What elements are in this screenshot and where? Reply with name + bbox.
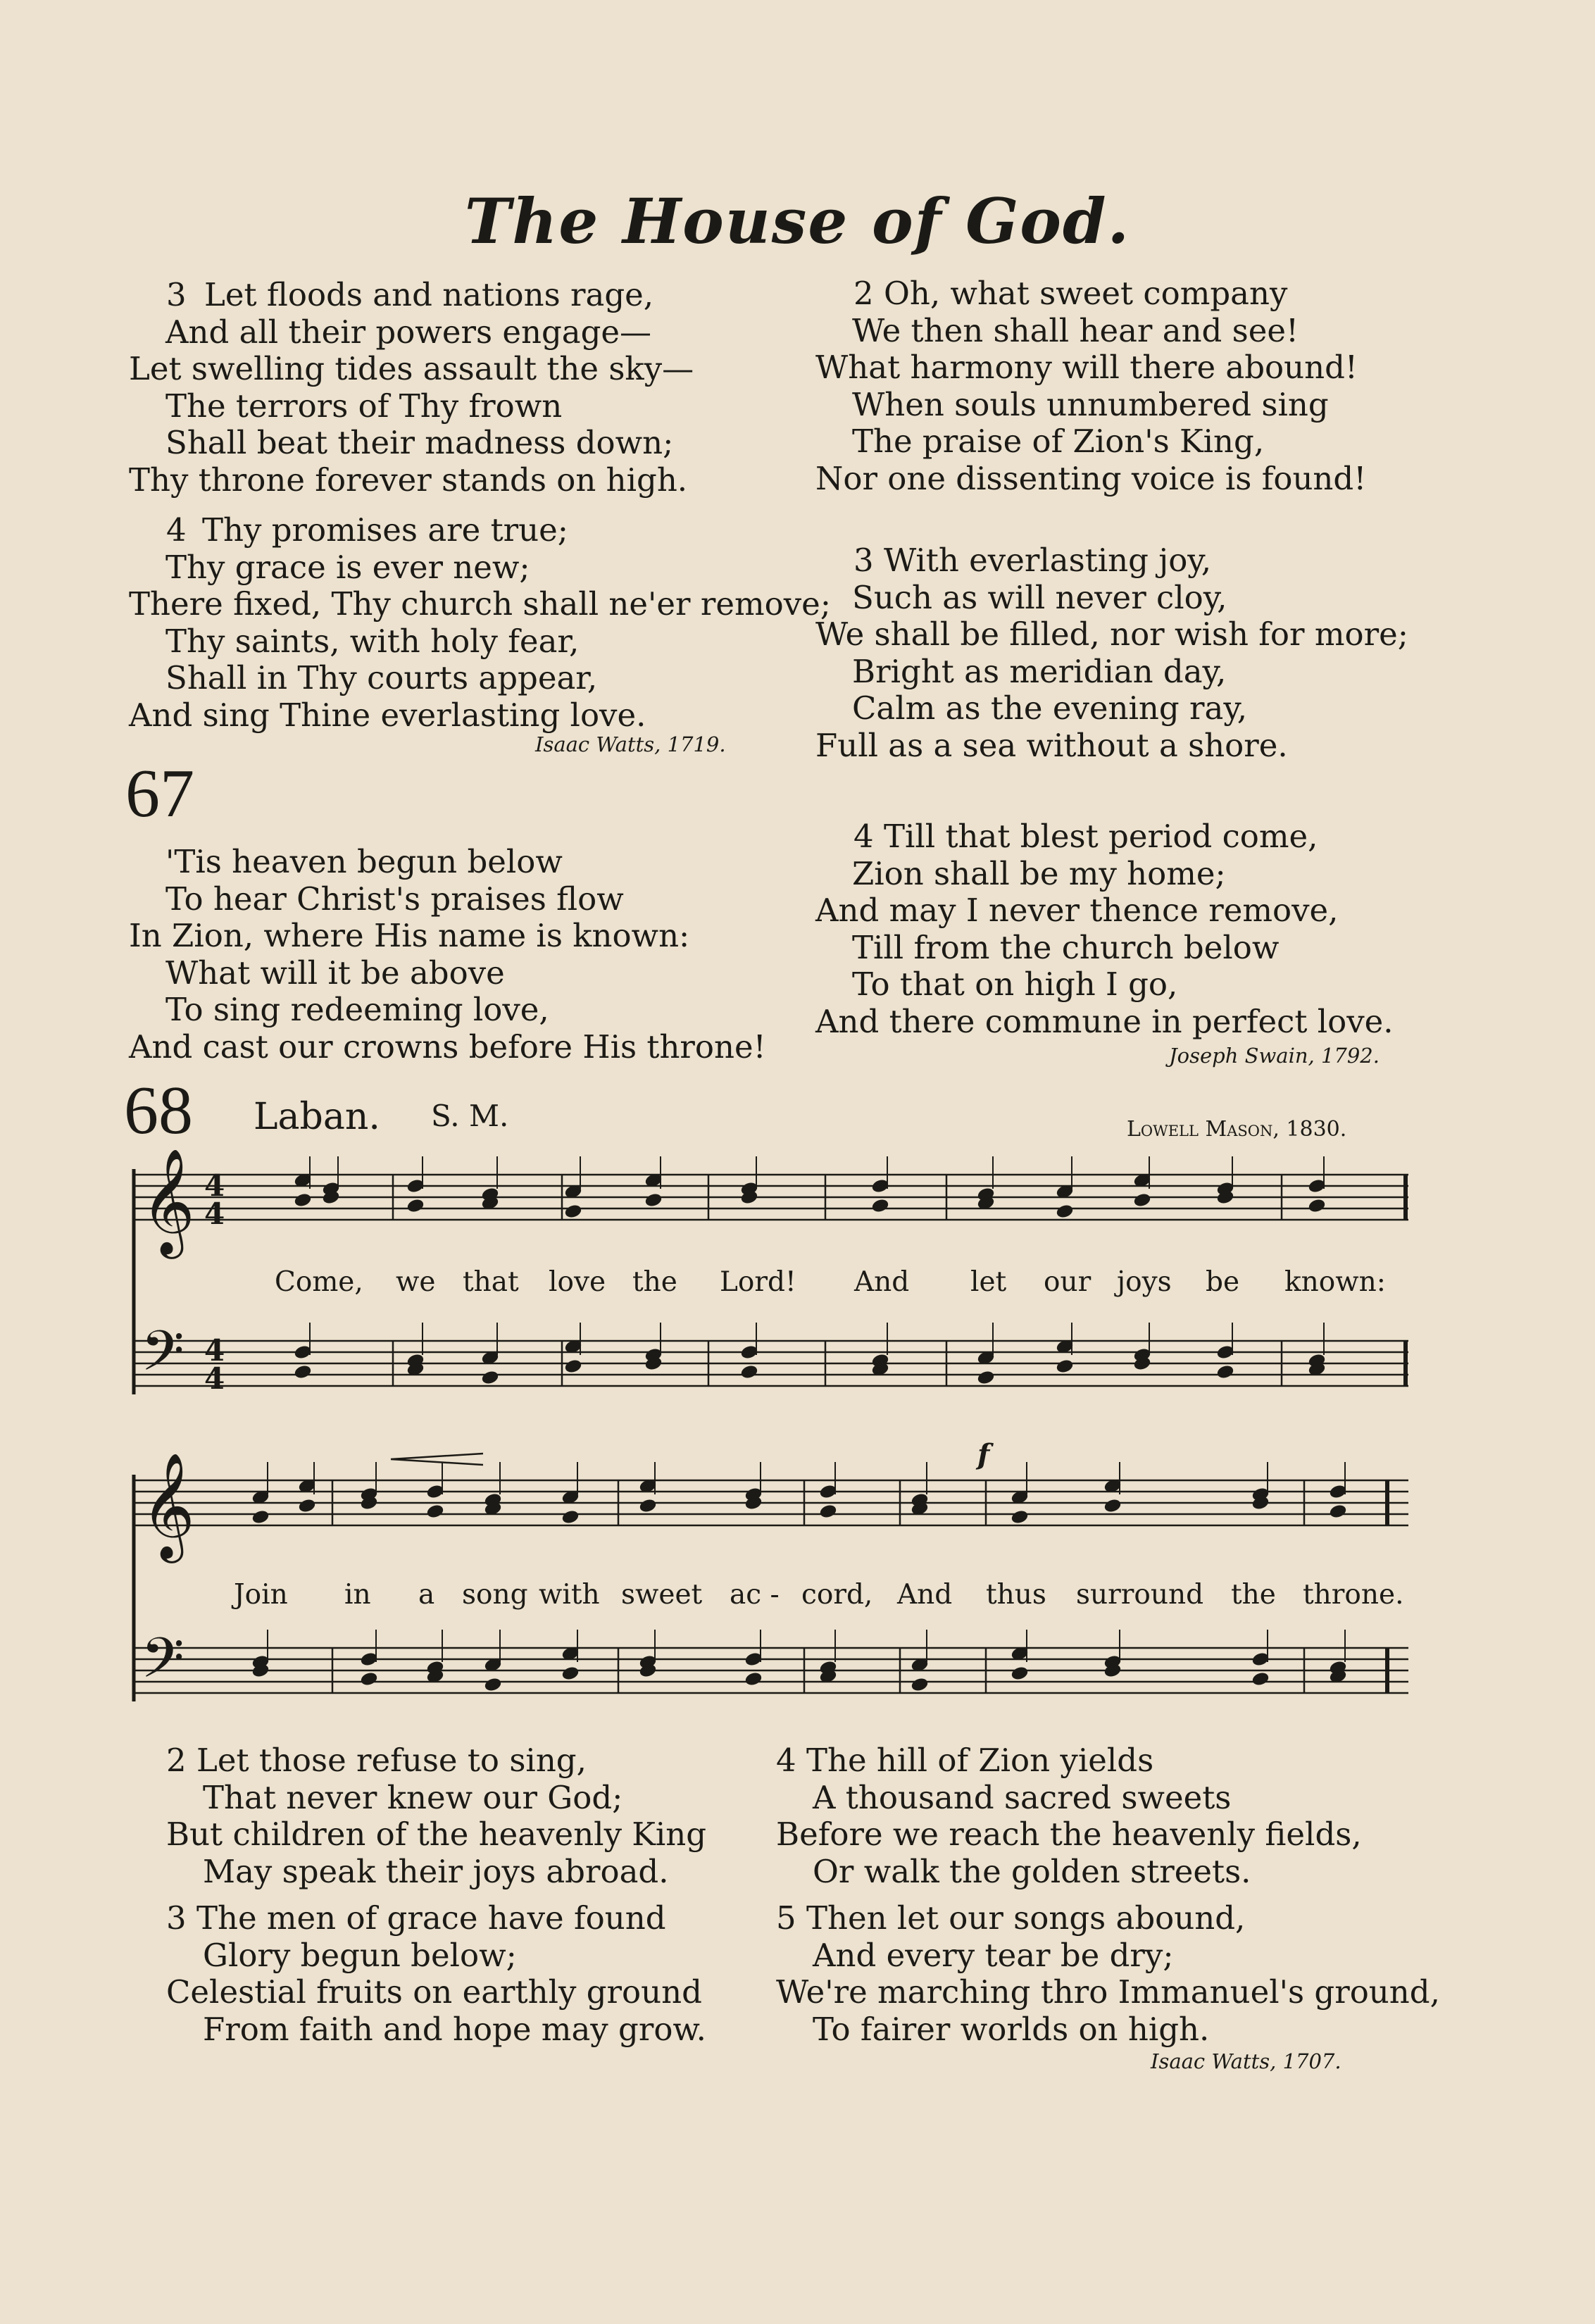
stanza-line: Let swelling tides assault the sky— [129, 350, 694, 387]
stanza-number: 5 [776, 1899, 796, 1937]
attribution: Isaac Watts, 1719. [535, 732, 726, 756]
hymn-number-68: 68 [124, 1073, 193, 1149]
notehead [1103, 1498, 1122, 1513]
notehead [561, 1666, 580, 1681]
stanza-line: Thy grace is ever new; [165, 548, 530, 586]
lyric-syllable: the [1231, 1579, 1276, 1611]
stanza-line: Bright as meridian day, [852, 652, 1227, 690]
stanza-line: Such as will never cloy, [852, 578, 1227, 616]
stanza-line: What will it be above [165, 954, 505, 992]
stanza-line: Let those refuse to sing, [196, 1742, 587, 1779]
stanza-line: Shall in Thy courts appear, [165, 659, 598, 696]
lyric-syllable: love [549, 1266, 606, 1298]
stanza-line: The men of grace have found [196, 1899, 666, 1937]
lyric-syllable: we [396, 1266, 436, 1298]
lyric-syllable: joys [1117, 1266, 1172, 1298]
stanza-line: And may I never thence remove, [815, 892, 1339, 929]
stanza-line: And cast our crowns before His throne! [129, 1027, 766, 1066]
stanza-number: 4 [853, 818, 874, 855]
dynamic-marking: f [977, 1438, 990, 1471]
stanza-line: We're marching thro Immanuel's ground, [776, 1973, 1440, 2011]
notehead [481, 1370, 499, 1385]
notehead [911, 1677, 929, 1692]
notehead [639, 1498, 657, 1513]
notehead [251, 1509, 270, 1525]
stanza-number: 3 [166, 1899, 187, 1937]
lyric-syllable: let [970, 1266, 1007, 1298]
notehead [294, 1192, 312, 1208]
stanza-line: Full as a sea without a shore. [815, 726, 1288, 764]
stanza-line: To hear Christ's praises flow [165, 880, 624, 918]
lyric-syllable: Lord! [720, 1266, 796, 1298]
notehead [1308, 1198, 1326, 1213]
notehead [871, 1198, 889, 1213]
stanza-line: Till from the church below [852, 928, 1280, 966]
stanza-line: There fixed, Thy church shall ne'er remove; [129, 585, 831, 623]
stanza-line: The hill of Zion yields [806, 1742, 1154, 1779]
lyric-syllable: surround [1076, 1579, 1204, 1611]
lyric-syllable: in [344, 1579, 371, 1611]
crescendo-icon [391, 1454, 483, 1465]
stanza-number: 2 [166, 1742, 187, 1779]
stanza-line: Before we reach the heavenly fields, [776, 1816, 1362, 1853]
notehead [1011, 1509, 1029, 1525]
stanza-line: Let floods and nations rage, [204, 276, 654, 313]
notehead [564, 1204, 582, 1219]
stanza-number: 4 [166, 511, 187, 549]
stanza-line: Calm as the evening ray, [852, 689, 1248, 727]
stanza-line: Zion shall be my home; [852, 854, 1226, 892]
notehead [819, 1504, 837, 1519]
notehead [1216, 1364, 1234, 1380]
lyric-syllable: And [897, 1579, 953, 1611]
lyric-syllable: sweet [621, 1579, 703, 1611]
stanza-line: With everlasting joy, [883, 542, 1212, 579]
stanza-number: 3 [166, 276, 187, 313]
notehead [1011, 1666, 1029, 1681]
lyric-syllable: And [854, 1266, 910, 1298]
notehead [644, 1192, 663, 1208]
stanza-line: In Zion, where His name is known: [129, 917, 690, 954]
stanza-line: And every tear be dry; [813, 1936, 1174, 1974]
notehead [1133, 1192, 1151, 1208]
lyric-syllable: our [1044, 1266, 1092, 1298]
stanza-line: The terrors of Thy frown [165, 387, 563, 425]
stanza-number: 3 [853, 542, 874, 579]
notehead [294, 1364, 312, 1380]
stanza-line: Thy throne forever stands on high. [129, 461, 688, 499]
stanza-line: A thousand sacred sweets [813, 1778, 1232, 1816]
stanza-line: But children of the heavenly King [166, 1816, 707, 1853]
stanza-line: And all their powers engage— [165, 313, 652, 351]
stanza-line: And there commune in perfect love. [815, 1002, 1394, 1040]
lyric-syllable: Come, [275, 1266, 363, 1298]
stanza-number: 4 [776, 1742, 796, 1779]
stanza-line: Thy promises are true; [202, 511, 568, 549]
time-signature: 4 4 [204, 1333, 225, 1396]
stanza-line: Oh, what sweet company [883, 275, 1288, 312]
lyric-syllable: song [462, 1579, 528, 1611]
notehead [484, 1677, 502, 1692]
stanza-4-bottom-right [776, 1742, 1362, 1890]
treble-clef-icon: 𝄞 [141, 1147, 195, 1254]
tune-name: Laban. [254, 1096, 380, 1138]
stanza-line: 'Tis heaven begun below [165, 843, 563, 880]
attribution: Joseph Swain, 1792. [1169, 1044, 1380, 1068]
stanza-line: To sing redeeming love, [165, 991, 549, 1028]
notehead [561, 1509, 580, 1525]
notehead [406, 1198, 425, 1213]
stanza-line: We then shall hear and see! [852, 311, 1299, 349]
stanza-line: To fairer worlds on high. [813, 2010, 1210, 2048]
stanza-line: Celestial fruits on earthly ground [166, 1973, 702, 2011]
bass-clef-icon: 𝄢 [141, 1625, 184, 1704]
notehead [1329, 1504, 1347, 1519]
stanza-number: 2 [853, 275, 874, 312]
stanza-line: That never knew our God; [203, 1778, 623, 1816]
stanza-line: Or walk the golden streets. [813, 1852, 1251, 1890]
lyric-syllable: be [1206, 1266, 1240, 1298]
meter: S. M. [431, 1099, 509, 1133]
lyric-syllable: that [463, 1266, 519, 1298]
lyric-syllable: the [632, 1266, 677, 1298]
notehead [1056, 1358, 1074, 1374]
notehead [298, 1498, 316, 1513]
lyric-syllable: cord, [801, 1579, 873, 1611]
time-signature: 4 4 [204, 1168, 225, 1231]
lyric-syllable: Join [234, 1579, 288, 1611]
lyric-syllable: thus [986, 1579, 1046, 1611]
notehead [360, 1671, 378, 1687]
notehead [977, 1370, 995, 1385]
stanza-line: Shall beat their madness down; [165, 424, 674, 461]
stanza-line: Till that blest period come, [883, 818, 1318, 855]
stanza-line: Glory begun below; [203, 1936, 517, 1974]
stanza-2-bottom-left [166, 1742, 706, 1890]
stanza-line: What harmony will there abound! [815, 349, 1358, 386]
notehead [1251, 1671, 1270, 1687]
page-title: The House of God. [464, 185, 1131, 258]
notehead [426, 1504, 444, 1519]
stanza-line: Nor one dissenting voice is found! [815, 459, 1367, 497]
notehead [1056, 1204, 1074, 1219]
stanza-line: Thy saints, with holy fear, [165, 622, 580, 660]
stanza-line: When souls unnumbered sing [852, 385, 1329, 423]
stanza-5-bottom-right [776, 1900, 1440, 2048]
notehead [564, 1358, 582, 1374]
stanza-line: Then let our songs abound, [806, 1899, 1246, 1937]
stanza-line: The praise of Zion's King, [852, 423, 1265, 460]
notehead [744, 1671, 763, 1687]
composer: Lowell Mason, 1830. [1127, 1117, 1347, 1142]
notehead [740, 1364, 758, 1380]
attribution: Isaac Watts, 1707. [1151, 2049, 1341, 2073]
stanza-line: To that on high I go, [852, 966, 1178, 1003]
stanza-line: And sing Thine everlasting love. [129, 696, 646, 734]
stanza-line: We shall be filled, nor wish for more; [815, 616, 1408, 653]
stanza-line: From faith and hope may grow. [203, 2010, 706, 2048]
bass-clef-icon: 𝄢 [141, 1318, 184, 1397]
treble-clef-icon: 𝄞 [141, 1451, 195, 1558]
lyric-syllable: a [418, 1579, 435, 1611]
stanza-line: May speak their joys abroad. [203, 1852, 669, 1890]
lyric-syllable: ac - [730, 1579, 780, 1611]
stanza-3-bottom-left [166, 1900, 706, 2048]
lyric-syllable: throne. [1303, 1579, 1404, 1611]
lyric-syllable: known: [1284, 1266, 1386, 1298]
lyric-syllable: with [539, 1579, 600, 1611]
hymn-number-67: 67 [125, 756, 194, 832]
